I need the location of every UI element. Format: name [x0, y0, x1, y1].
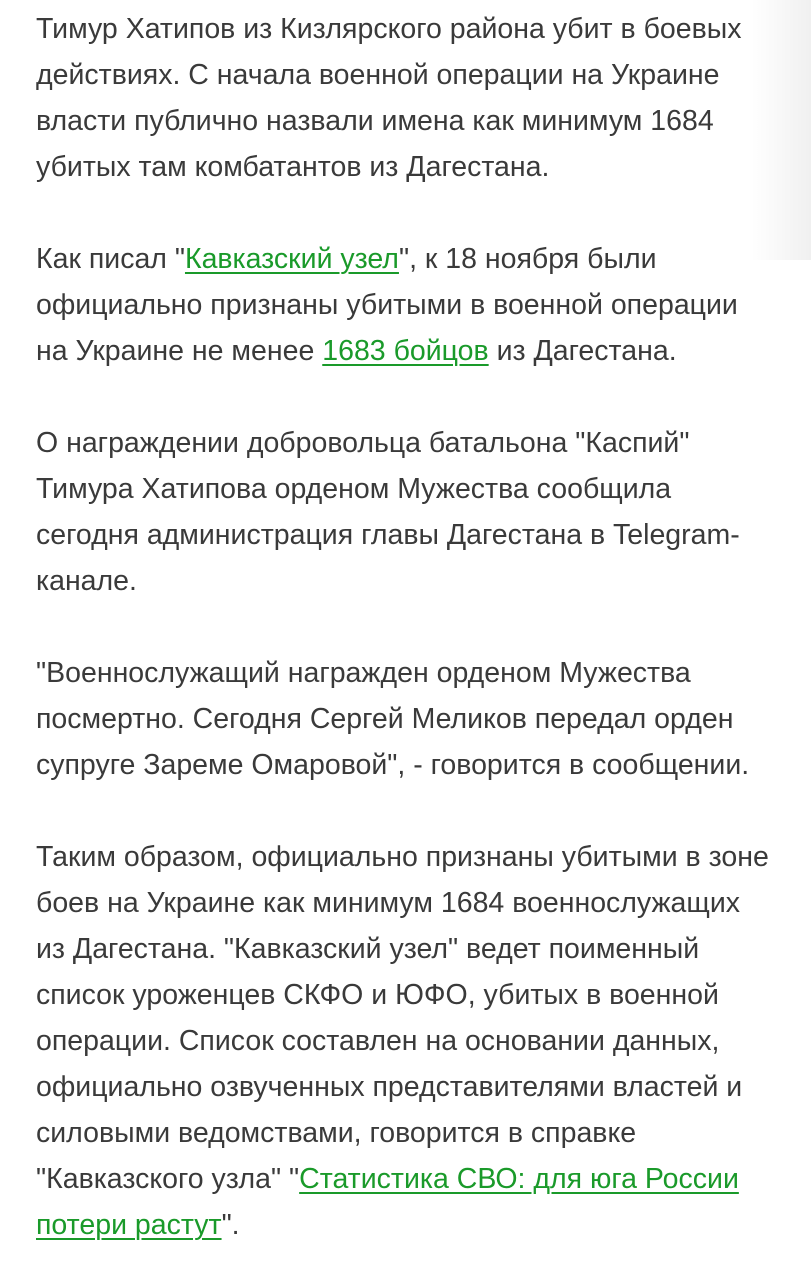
- paragraph-award: [36, 420, 776, 604]
- statistics-link[interactable]: Статистика СВО: для юга России потери растут: [36, 1163, 739, 1241]
- paragraph-source-text-1: Как писал ": [36, 243, 185, 275]
- paragraph-summary-text-1: Таким образом, официально признаны убитыми в зоне боев на Украине как минимум 1684 военнослужащих из Дагестана. "Кавказский узел" ведет поименный список уроженцев СКФО и ЮФО, убитых в военной операции. Список составлен на основании данных, официально озвученных представителями властей и силовыми ведомствами, говорится в справке "Кавказского узла" ": [36, 841, 769, 1195]
- paragraph-award-text: О награждении добровольца батальона "Каспий" Тимура Хатипова орденом Мужества сообщила сегодня администрация главы Дагестана в Telegram-канале.: [36, 427, 740, 597]
- paragraph-source-text-3: из Дагестана.: [488, 335, 677, 367]
- paragraph-source-text-2: ", к 18 ноября были официально признаны убитыми в военной операции на Украине не менее: [36, 243, 738, 367]
- paragraph-intro: [36, 6, 776, 190]
- fighters-count-link[interactable]: 1683 бойцов: [322, 335, 489, 367]
- kavkaz-uzel-link[interactable]: Кавказский узел: [184, 243, 399, 275]
- paragraph-summary-text-2: ".: [221, 1209, 240, 1241]
- paragraph-quote-text: "Военнослужащий награжден орденом Мужества посмертно. Сегодня Сергей Меликов передал орден супруге Зареме Омаровой", - говорится в сообщении.: [36, 657, 750, 781]
- paragraph-summary: [36, 834, 776, 1248]
- article-body: [36, 6, 776, 1280]
- paragraph-quote: [36, 650, 776, 788]
- paragraph-intro-text: Тимур Хатипов из Кизлярского района убит в боевых действиях. С начала военной операции на Украине власти публично назвали имена как минимум 1684 убитых там комбатантов из Дагестана.: [36, 13, 742, 183]
- paragraph-source: [36, 236, 776, 374]
